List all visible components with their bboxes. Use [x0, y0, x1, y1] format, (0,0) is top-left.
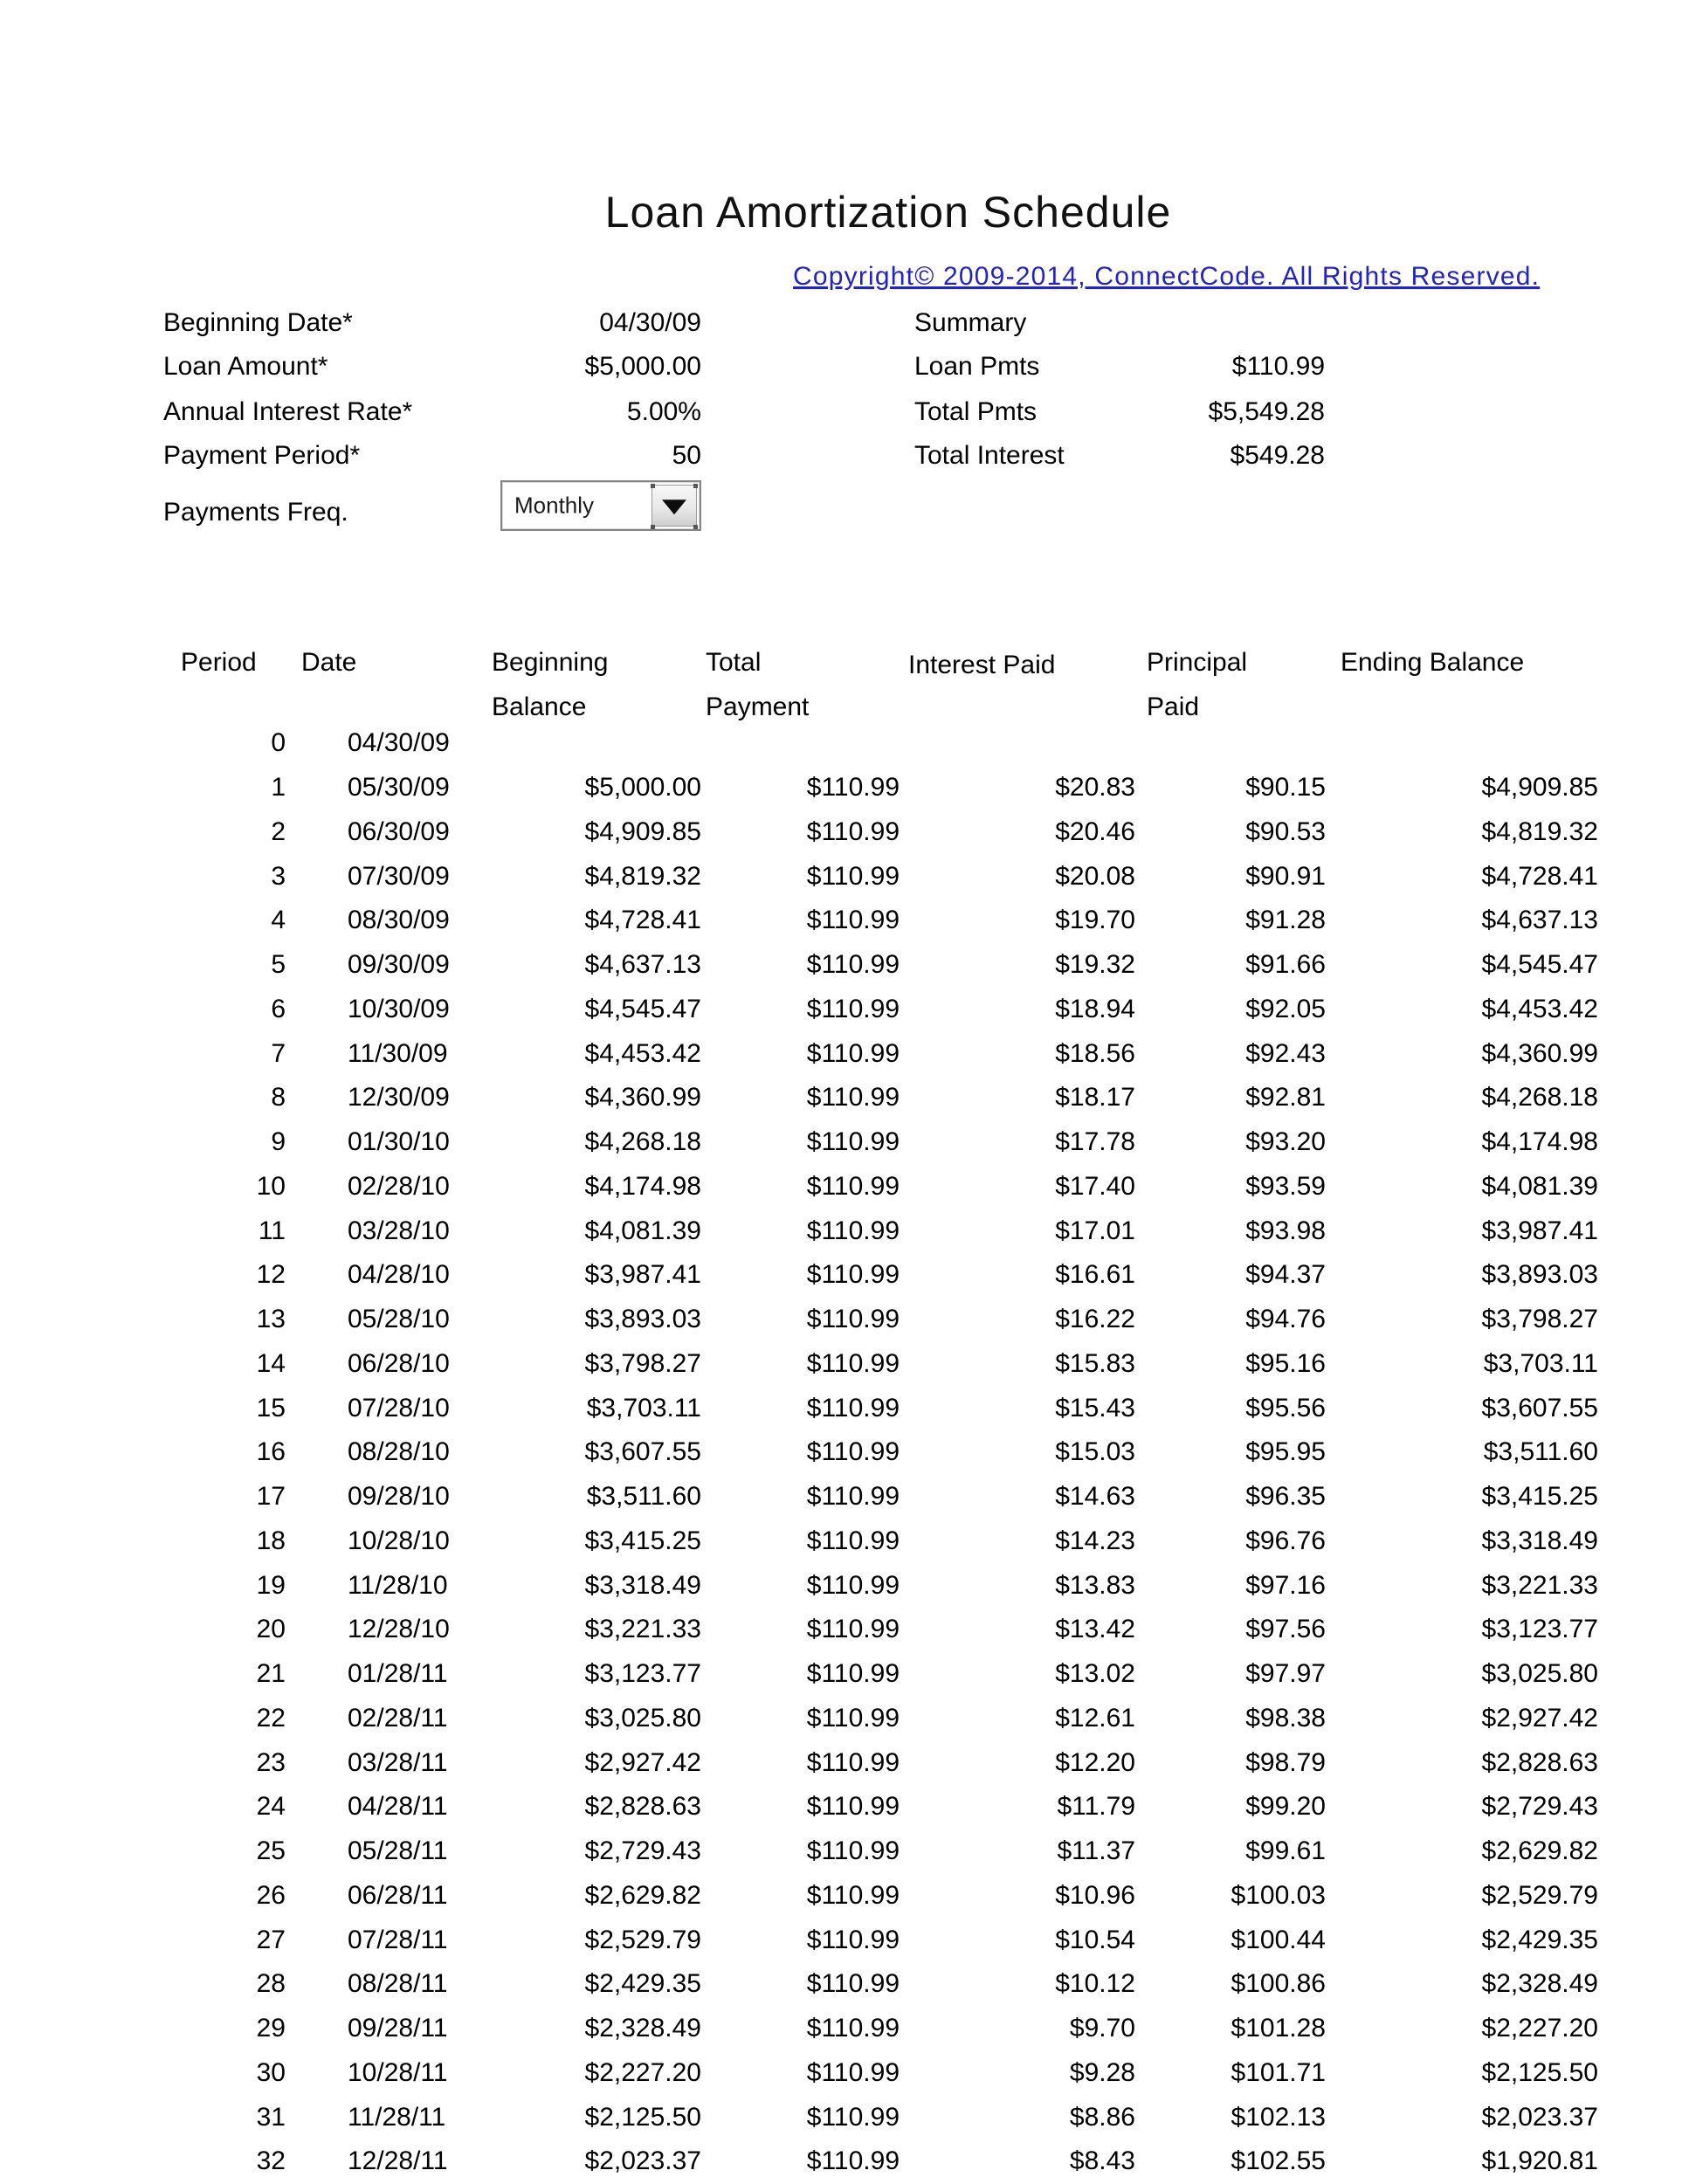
cell-interest: $18.56	[1055, 1038, 1135, 1068]
cell-beginning: $4,360.99	[584, 1083, 701, 1113]
cell-date: 04/28/11	[348, 1792, 448, 1822]
cell-ending: $4,909.85	[1481, 773, 1598, 803]
cell-principal: $97.56	[1245, 1615, 1326, 1644]
cell-ending: $2,729.43	[1481, 1792, 1598, 1822]
table-row	[0, 1519, 1689, 1564]
beginning-date-label: Beginning Date*	[163, 308, 353, 337]
cell-interest: $11.79	[1057, 1792, 1135, 1822]
table-row	[0, 1120, 1689, 1165]
cell-date: 11/30/09	[348, 1038, 448, 1068]
cell-ending: $4,545.47	[1481, 950, 1598, 980]
cell-ending: $4,360.99	[1481, 1038, 1598, 1068]
payments-freq-dropdown[interactable]	[500, 480, 701, 531]
cell-principal: $102.13	[1231, 2102, 1326, 2132]
cell-principal: $93.20	[1245, 1127, 1326, 1157]
cell-date: 10/28/11	[348, 2057, 448, 2087]
cell-principal: $91.28	[1245, 906, 1326, 935]
cell-date: 03/28/10	[348, 1216, 450, 1245]
table-row	[0, 1962, 1689, 2007]
table-row	[0, 1342, 1689, 1387]
cell-total: $110.99	[806, 1083, 900, 1113]
cell-beginning: $2,023.37	[584, 2146, 701, 2176]
cell-principal: $92.05	[1245, 994, 1326, 1023]
cell-ending: $4,819.32	[1481, 816, 1598, 846]
cell-total: $110.99	[806, 1526, 900, 1555]
cell-beginning: $3,318.49	[584, 1570, 701, 1600]
table-row	[0, 2051, 1689, 2096]
cell-interest: $8.86	[1069, 2102, 1135, 2132]
cell-beginning: $2,529.79	[584, 1925, 701, 1954]
header-date: Date	[301, 648, 357, 677]
loan-amount-value: $5,000.00	[584, 352, 701, 381]
cell-period: 29	[256, 2014, 286, 2043]
cell-interest: $10.12	[1055, 1969, 1135, 1999]
cell-total: $110.99	[806, 1127, 900, 1157]
cell-date: 02/28/11	[348, 1703, 448, 1733]
chevron-down-icon	[662, 499, 686, 514]
cell-ending: $2,328.49	[1481, 1969, 1598, 1999]
cell-beginning: $4,728.41	[584, 906, 701, 935]
header-beginning-line2: Balance	[492, 692, 587, 721]
cell-total: $110.99	[806, 994, 900, 1023]
cell-interest: $10.54	[1055, 1925, 1135, 1954]
cell-date: 12/28/10	[348, 1615, 450, 1644]
table-row	[0, 1298, 1689, 1342]
cell-period: 24	[256, 1792, 286, 1822]
table-row	[0, 1874, 1689, 1919]
cell-beginning: $3,415.25	[584, 1526, 701, 1555]
cell-beginning: $2,227.20	[584, 2057, 701, 2087]
cell-ending: $4,081.39	[1481, 1171, 1598, 1201]
table-row	[0, 854, 1689, 899]
cell-date: 11/28/10	[348, 1570, 448, 1600]
cell-principal: $96.76	[1245, 1526, 1326, 1555]
cell-beginning: $3,123.77	[584, 1659, 701, 1689]
cell-interest: $12.20	[1055, 1747, 1135, 1777]
cell-principal: $90.53	[1245, 816, 1326, 846]
cell-period: 31	[256, 2102, 286, 2132]
cell-period: 13	[256, 1305, 286, 1334]
header-ending: Ending Balance	[1341, 648, 1525, 677]
cell-interest: $10.96	[1055, 1880, 1135, 1910]
cell-period: 2	[271, 816, 286, 846]
cell-beginning: $3,703.11	[586, 1393, 701, 1423]
copyright-link[interactable]: Copyright© 2009-2014, ConnectCode. All Rights Reserved.	[793, 262, 1541, 291]
cell-total: $110.99	[806, 1703, 900, 1733]
loan-pmts-label: Loan Pmts	[914, 352, 1040, 381]
cell-ending: $2,629.82	[1481, 1836, 1598, 1866]
cell-beginning: $2,328.49	[584, 2014, 701, 2043]
cell-date: 10/28/10	[348, 1526, 450, 1555]
cell-ending: $4,728.41	[1481, 861, 1598, 891]
cell-total: $110.99	[806, 906, 900, 935]
cell-interest: $17.40	[1055, 1171, 1135, 1201]
cell-beginning: $5,000.00	[584, 773, 701, 803]
cell-principal: $90.91	[1245, 861, 1326, 891]
cell-period: 22	[256, 1703, 286, 1733]
table-row	[0, 810, 1689, 855]
cell-principal: $95.16	[1245, 1348, 1326, 1378]
table-row	[0, 1031, 1689, 1076]
cell-date: 08/28/11	[348, 1969, 448, 1999]
amortization-table	[0, 721, 1689, 2184]
cell-beginning: $4,637.13	[584, 950, 701, 980]
cell-date: 08/28/10	[348, 1437, 450, 1467]
cell-total: $110.99	[806, 1969, 900, 1999]
cell-principal: $94.37	[1245, 1260, 1326, 1290]
cell-principal: $102.55	[1231, 2146, 1326, 2176]
cell-period: 25	[256, 1836, 286, 1866]
cell-date: 05/30/09	[348, 773, 450, 803]
cell-total: $110.99	[806, 861, 900, 891]
cell-ending: $2,227.20	[1481, 2014, 1598, 2043]
cell-period: 11	[258, 1216, 286, 1245]
cell-period: 12	[256, 1260, 286, 1290]
cell-total: $110.99	[806, 1348, 900, 1378]
cell-beginning: $2,429.35	[584, 1969, 701, 1999]
page-title: Loan Amortization Schedule	[604, 188, 1172, 237]
cell-ending: $3,893.03	[1481, 1260, 1598, 1290]
cell-period: 16	[256, 1437, 286, 1467]
cell-interest: $16.22	[1055, 1305, 1135, 1334]
cell-total: $110.99	[806, 1305, 900, 1334]
cell-period: 9	[271, 1127, 286, 1157]
cell-period: 27	[256, 1925, 286, 1954]
cell-total: $110.99	[806, 2014, 900, 2043]
cell-principal: $101.71	[1231, 2057, 1326, 2087]
cell-ending: $2,529.79	[1481, 1880, 1598, 1910]
table-row	[0, 1076, 1689, 1120]
cell-period: 30	[256, 2057, 286, 2087]
cell-beginning: $3,025.80	[584, 1703, 701, 1733]
cell-beginning: $3,893.03	[584, 1305, 701, 1334]
interest-rate-value: 5.00%	[626, 397, 701, 426]
cell-total: $110.99	[806, 2146, 900, 2176]
table-row	[0, 1697, 1689, 1741]
cell-ending: $2,429.35	[1481, 1925, 1598, 1954]
cell-beginning: $3,798.27	[584, 1348, 701, 1378]
total-interest-value: $549.28	[1230, 441, 1325, 470]
cell-total: $110.99	[806, 1880, 900, 1910]
cell-principal: $93.98	[1245, 1216, 1326, 1245]
cell-date: 01/28/11	[348, 1659, 448, 1689]
table-row	[0, 2139, 1689, 2184]
payment-period-value: 50	[672, 441, 701, 470]
cell-interest: $15.83	[1055, 1348, 1135, 1378]
cell-beginning: $4,081.39	[584, 1216, 701, 1245]
cell-period: 15	[256, 1393, 286, 1423]
cell-principal: $99.20	[1245, 1792, 1326, 1822]
cell-interest: $17.01	[1055, 1216, 1135, 1245]
cell-period: 17	[256, 1482, 286, 1512]
cell-period: 23	[256, 1747, 286, 1777]
cell-interest: $17.78	[1055, 1127, 1135, 1157]
cell-period: 1	[271, 773, 286, 803]
table-row	[0, 1563, 1689, 1608]
cell-principal: $96.35	[1245, 1482, 1326, 1512]
total-pmts-label: Total Pmts	[914, 397, 1038, 426]
cell-date: 09/30/09	[348, 950, 450, 980]
cell-interest: $19.70	[1055, 906, 1135, 935]
cell-ending: $2,125.50	[1481, 2057, 1598, 2087]
cell-interest: $20.08	[1055, 861, 1135, 891]
cell-ending: $3,221.33	[1481, 1570, 1598, 1600]
cell-interest: $19.32	[1055, 950, 1135, 980]
loan-pmts-value: $110.99	[1231, 352, 1325, 381]
cell-period: 18	[256, 1526, 286, 1555]
header-interest: Interest Paid	[908, 651, 1056, 679]
cell-principal: $94.76	[1245, 1305, 1326, 1334]
table-row	[0, 1918, 1689, 1962]
cell-beginning: $4,819.32	[584, 861, 701, 891]
cell-total: $110.99	[806, 1260, 900, 1290]
summary-title: Summary	[914, 308, 1027, 337]
cell-ending: $4,637.13	[1481, 906, 1598, 935]
cell-principal: $93.59	[1245, 1171, 1326, 1201]
cell-ending: $1,920.81	[1481, 2146, 1598, 2176]
table-row	[0, 1740, 1689, 1785]
cell-total: $110.99	[806, 1570, 900, 1600]
cell-total: $110.99	[806, 816, 900, 846]
cell-total: $110.99	[806, 1038, 900, 1068]
header-total-line2: Payment	[706, 692, 810, 721]
total-pmts-value: $5,549.28	[1208, 397, 1325, 426]
table-row	[0, 988, 1689, 1032]
cell-principal: $98.38	[1245, 1703, 1326, 1733]
cell-total: $110.99	[806, 1437, 900, 1467]
table-row	[0, 943, 1689, 988]
cell-period: 10	[256, 1171, 286, 1201]
cell-ending: $4,268.18	[1481, 1083, 1598, 1113]
cell-interest: $9.70	[1069, 2014, 1135, 2043]
cell-ending: $3,025.80	[1481, 1659, 1598, 1689]
cell-interest: $15.43	[1055, 1393, 1135, 1423]
table-row	[0, 1608, 1689, 1652]
cell-beginning: $4,545.47	[584, 994, 701, 1023]
cell-beginning: $2,125.50	[584, 2102, 701, 2132]
cell-interest: $8.43	[1069, 2146, 1135, 2176]
cell-total: $110.99	[806, 1216, 900, 1245]
interest-rate-label: Annual Interest Rate*	[163, 397, 413, 426]
cell-period: 6	[271, 994, 286, 1023]
cell-date: 07/30/09	[348, 861, 450, 891]
cell-date: 01/30/10	[348, 1127, 450, 1157]
table-row	[0, 1475, 1689, 1519]
cell-date: 08/30/09	[348, 906, 450, 935]
cell-total: $110.99	[806, 773, 900, 803]
cell-ending: $4,174.98	[1481, 1127, 1598, 1157]
cell-interest: $11.37	[1057, 1836, 1135, 1866]
cell-principal: $91.66	[1245, 950, 1326, 980]
cell-interest: $20.46	[1055, 816, 1135, 846]
cell-beginning: $4,268.18	[584, 1127, 701, 1157]
cell-principal: $100.86	[1231, 1969, 1326, 1999]
cell-beginning: $2,828.63	[584, 1792, 701, 1822]
cell-principal: $92.43	[1245, 1038, 1326, 1068]
cell-interest: $13.02	[1055, 1659, 1135, 1689]
cell-principal: $95.95	[1245, 1437, 1326, 1467]
cell-beginning: $2,927.42	[584, 1747, 701, 1777]
cell-principal: $100.03	[1231, 1880, 1326, 1910]
table-row	[0, 1785, 1689, 1829]
cell-period: 5	[271, 950, 286, 980]
cell-total: $110.99	[806, 1171, 900, 1201]
cell-ending: $2,927.42	[1481, 1703, 1598, 1733]
cell-beginning: $4,909.85	[584, 816, 701, 846]
cell-interest: $14.63	[1055, 1482, 1135, 1512]
cell-date: 11/28/11	[348, 2102, 446, 2132]
cell-period: 7	[271, 1038, 286, 1068]
cell-principal: $99.61	[1245, 1836, 1326, 1866]
cell-period: 21	[256, 1659, 286, 1689]
cell-beginning: $3,607.55	[584, 1437, 701, 1467]
cell-total: $110.99	[806, 1925, 900, 1954]
cell-ending: $2,023.37	[1481, 2102, 1598, 2132]
cell-date: 07/28/10	[348, 1393, 450, 1423]
table-row	[0, 1253, 1689, 1298]
cell-interest: $16.61	[1055, 1260, 1135, 1290]
cell-period: 0	[271, 728, 286, 758]
cell-beginning: $3,221.33	[584, 1615, 701, 1644]
cell-total: $110.99	[806, 1615, 900, 1644]
cell-principal: $98.79	[1245, 1747, 1326, 1777]
cell-total: $110.99	[806, 950, 900, 980]
cell-date: 07/28/11	[348, 1925, 448, 1954]
cell-total: $110.99	[806, 1792, 900, 1822]
cell-ending: $3,511.60	[1483, 1437, 1598, 1467]
cell-interest: $15.03	[1055, 1437, 1135, 1467]
cell-date: 06/30/09	[348, 816, 450, 846]
cell-principal: $100.44	[1231, 1925, 1326, 1954]
table-row	[0, 899, 1689, 943]
cell-date: 09/28/11	[348, 2014, 448, 2043]
cell-ending: $2,828.63	[1481, 1747, 1598, 1777]
table-row	[0, 1430, 1689, 1475]
beginning-date-value: 04/30/09	[599, 308, 701, 337]
cell-date: 12/30/09	[348, 1083, 450, 1113]
cell-principal: $92.81	[1245, 1083, 1326, 1113]
payments-freq-label: Payments Freq.	[163, 498, 348, 527]
cell-interest: $13.83	[1055, 1570, 1135, 1600]
cell-ending: $3,607.55	[1481, 1393, 1598, 1423]
cell-interest: $13.42	[1055, 1615, 1135, 1644]
cell-date: 12/28/11	[348, 2146, 448, 2176]
table-row	[0, 1386, 1689, 1430]
dropdown-button[interactable]	[651, 485, 697, 527]
cell-ending: $3,987.41	[1481, 1216, 1598, 1245]
cell-interest: $14.23	[1055, 1526, 1135, 1555]
cell-interest: $18.94	[1055, 994, 1135, 1023]
cell-period: 4	[271, 906, 286, 935]
cell-date: 05/28/10	[348, 1305, 450, 1334]
cell-ending: $3,798.27	[1481, 1305, 1598, 1334]
cell-interest: $20.83	[1055, 773, 1135, 803]
cell-principal: $97.97	[1245, 1659, 1326, 1689]
cell-total: $110.99	[806, 2102, 900, 2132]
cell-total: $110.99	[806, 1659, 900, 1689]
header-total: Total	[706, 648, 762, 677]
cell-date: 06/28/11	[348, 1880, 448, 1910]
table-row	[0, 1652, 1689, 1697]
cell-beginning: $2,629.82	[584, 1880, 701, 1910]
header-period: Period	[181, 648, 257, 677]
header-beginning: Beginning	[492, 648, 609, 677]
cell-beginning: $3,511.60	[586, 1482, 701, 1512]
table-row	[0, 1829, 1689, 1874]
table-row	[0, 766, 1689, 810]
cell-principal: $95.56	[1245, 1393, 1326, 1423]
cell-period: 3	[271, 861, 286, 891]
cell-interest: $9.28	[1069, 2057, 1135, 2087]
cell-period: 32	[256, 2146, 286, 2176]
cell-total: $110.99	[806, 1482, 900, 1512]
cell-ending: $4,453.42	[1481, 994, 1598, 1023]
cell-total: $110.99	[806, 1836, 900, 1866]
cell-ending: $3,415.25	[1481, 1482, 1598, 1512]
cell-total: $110.99	[806, 1747, 900, 1777]
cell-period: 28	[256, 1969, 286, 1999]
cell-date: 02/28/10	[348, 1171, 450, 1201]
cell-ending: $3,318.49	[1481, 1526, 1598, 1555]
total-interest-label: Total Interest	[914, 441, 1065, 470]
cell-period: 14	[256, 1348, 286, 1378]
table-row	[0, 2007, 1689, 2051]
cell-period: 8	[271, 1083, 286, 1113]
cell-beginning: $4,174.98	[584, 1171, 701, 1201]
payment-period-label: Payment Period*	[163, 441, 361, 470]
cell-date: 06/28/10	[348, 1348, 450, 1378]
cell-date: 09/28/10	[348, 1482, 450, 1512]
cell-interest: $12.61	[1055, 1703, 1135, 1733]
cell-beginning: $4,453.42	[584, 1038, 701, 1068]
cell-ending: $3,703.11	[1483, 1348, 1598, 1378]
header-principal: Principal	[1147, 648, 1248, 677]
cell-total: $110.99	[806, 1393, 900, 1423]
cell-beginning: $2,729.43	[584, 1836, 701, 1866]
cell-beginning: $3,987.41	[584, 1260, 701, 1290]
cell-period: 19	[256, 1570, 286, 1600]
payments-freq-selected-value: Monthly	[514, 492, 595, 519]
cell-principal: $101.28	[1231, 2014, 1326, 2043]
cell-period: 26	[256, 1880, 286, 1910]
cell-total: $110.99	[806, 2057, 900, 2087]
loan-amount-label: Loan Amount*	[163, 352, 328, 381]
table-row	[0, 721, 1689, 766]
cell-principal: $97.16	[1245, 1570, 1326, 1600]
cell-ending: $3,123.77	[1481, 1615, 1598, 1644]
cell-date: 04/30/09	[348, 728, 450, 758]
table-row	[0, 2095, 1689, 2139]
table-row	[0, 1165, 1689, 1209]
cell-date: 05/28/11	[348, 1836, 448, 1866]
cell-date: 03/28/11	[348, 1747, 448, 1777]
cell-date: 04/28/10	[348, 1260, 450, 1290]
header-principal-line2: Paid	[1147, 692, 1200, 721]
cell-interest: $18.17	[1055, 1083, 1135, 1113]
cell-period: 20	[256, 1615, 286, 1644]
cell-principal: $90.15	[1245, 773, 1326, 803]
table-row	[0, 1209, 1689, 1253]
cell-date: 10/30/09	[348, 994, 450, 1023]
